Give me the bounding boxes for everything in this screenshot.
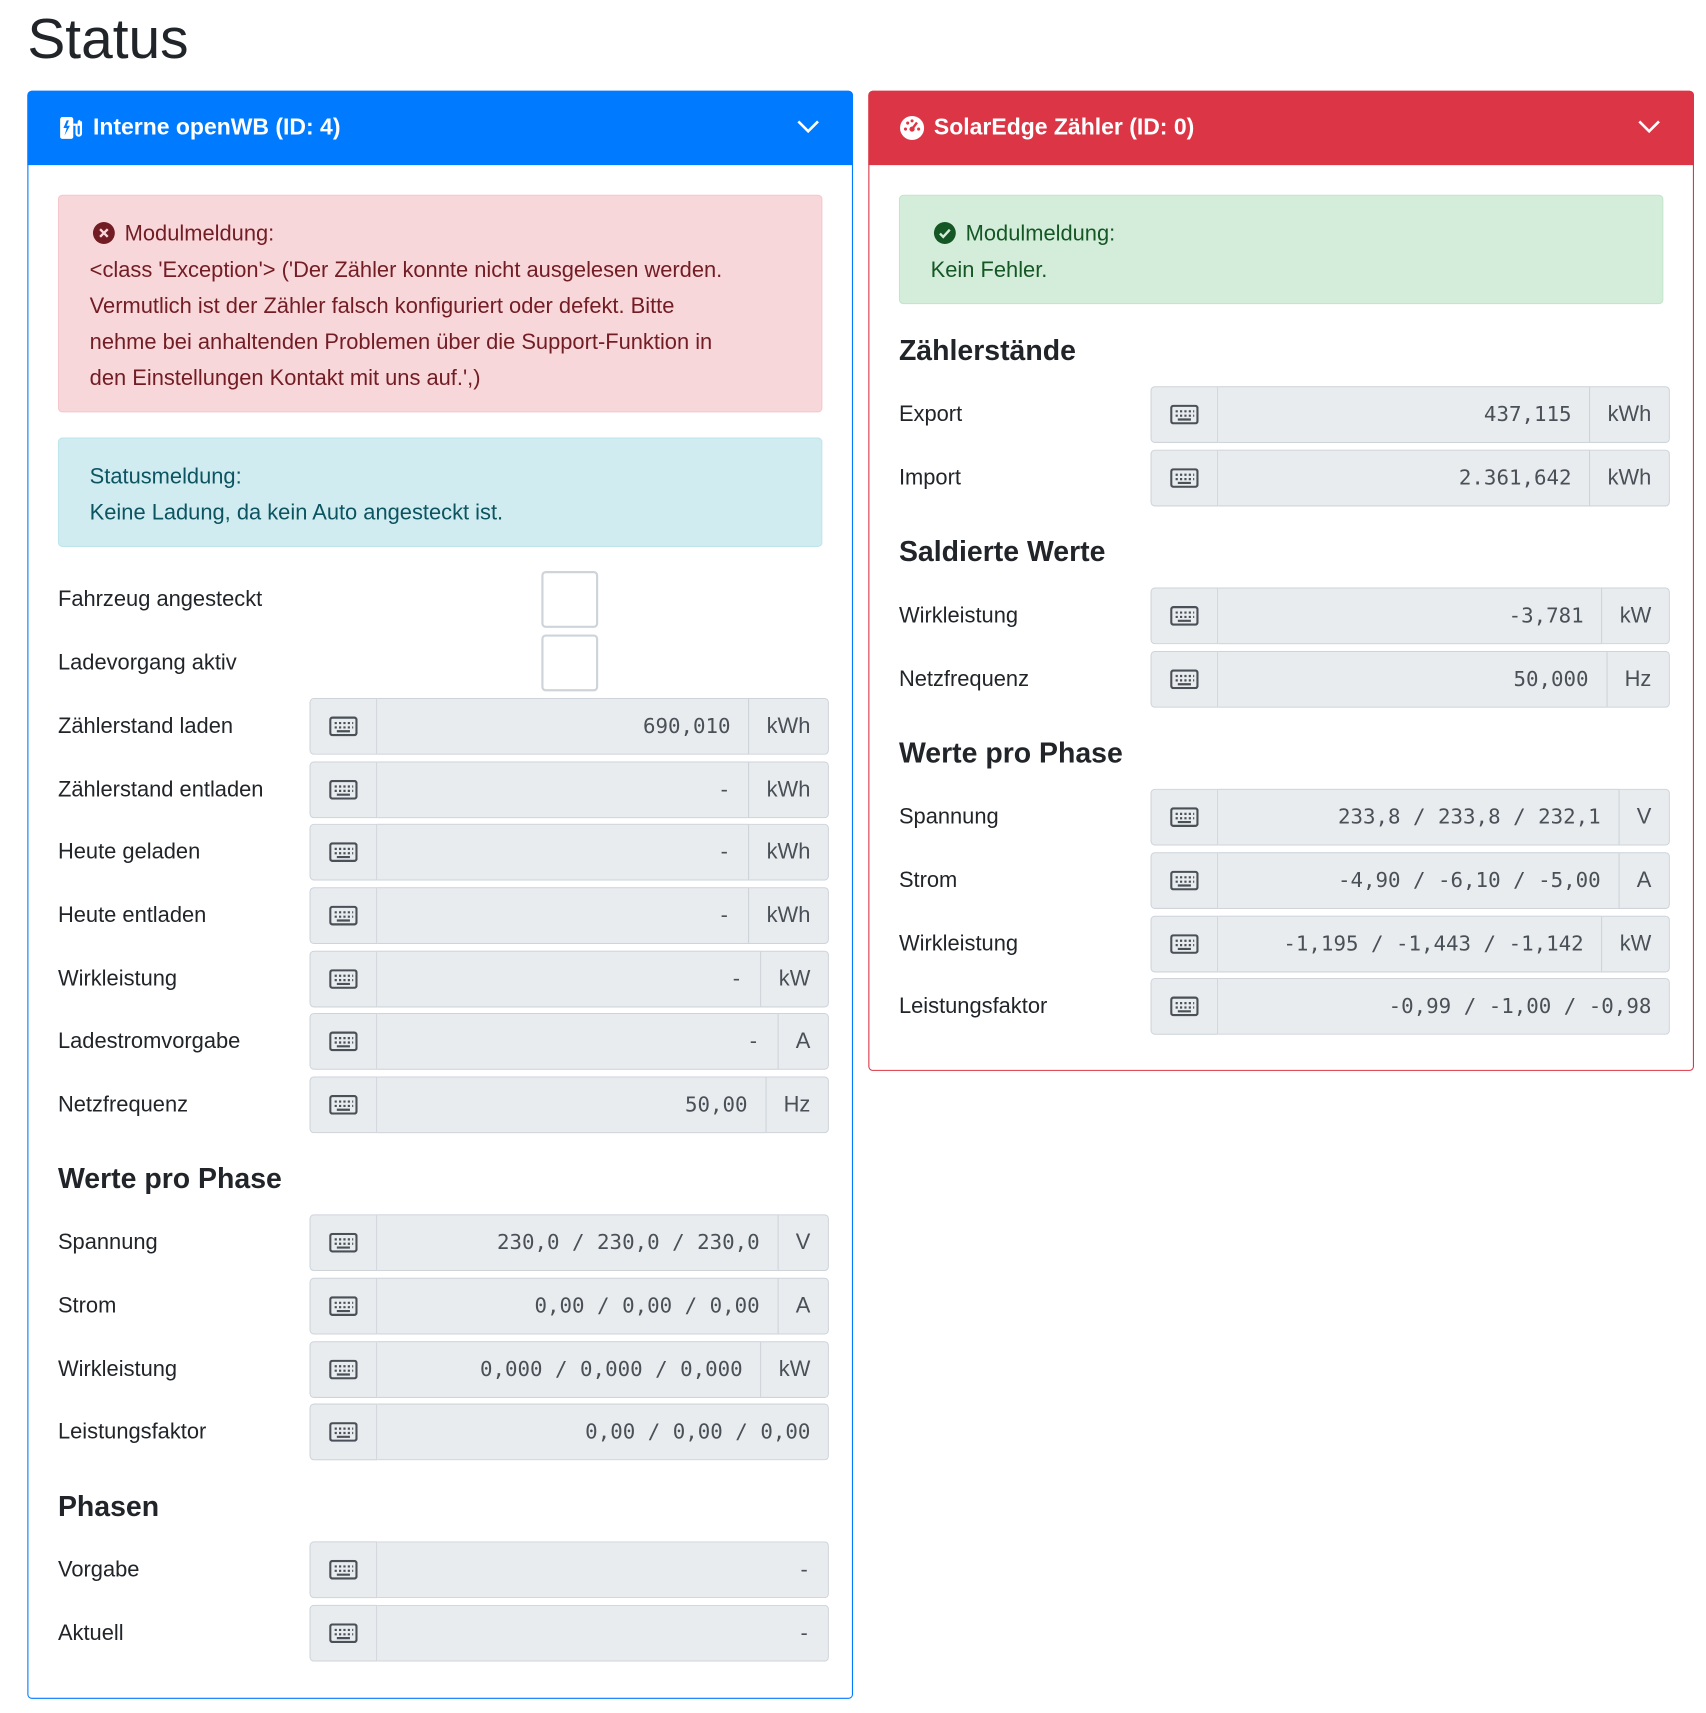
value: 233,8 / 233,8 / 232,1	[1218, 789, 1618, 846]
label-fahrzeug-angesteckt: Fahrzeug angesteckt	[57, 587, 263, 612]
input-vorgabe[interactable]	[309, 1541, 828, 1598]
unit: kWh	[748, 698, 829, 755]
value: 0,00 / 0,00 / 0,00	[377, 1278, 777, 1335]
card-header-internal-openwb[interactable]	[27, 91, 853, 165]
unit: kW	[1601, 916, 1670, 973]
label-import: Import	[898, 466, 961, 491]
input-netzfrequenz-saldiert[interactable]	[1150, 651, 1669, 708]
value: -1,195 / -1,443 / -1,142	[1218, 916, 1601, 973]
keyboard-icon[interactable]	[1150, 916, 1218, 973]
label-ladestromvorgabe: Ladestromvorgabe	[57, 1029, 241, 1054]
input-leistungsfaktor-right[interactable]	[1150, 978, 1669, 1035]
unit: kWh	[748, 824, 829, 881]
status-message	[58, 438, 822, 547]
input-ladestromvorgabe[interactable]	[309, 1013, 828, 1070]
label-spannung-right: Spannung	[898, 805, 999, 830]
keyboard-icon[interactable]	[309, 887, 377, 944]
unit: kWh	[748, 761, 829, 818]
page-title: Status	[27, 7, 189, 72]
module-message-line: den Einstellungen Kontakt mit uns auf.',)	[89, 366, 481, 391]
label-netzfrequenz-saldiert: Netzfrequenz	[898, 667, 1030, 692]
error-circle-icon	[92, 221, 116, 245]
input-spannung-right[interactable]	[1150, 789, 1669, 846]
unit: V	[777, 1214, 829, 1271]
checkbox-fahrzeug-angesteckt[interactable]	[541, 571, 598, 628]
section-heading-werte-pro-phase-right: Werte pro Phase	[898, 736, 1123, 770]
value: -	[377, 1541, 829, 1598]
label-wirkleistung-saldiert: Wirkleistung	[898, 603, 1019, 628]
value: -3,781	[1218, 587, 1601, 644]
value: -	[377, 951, 760, 1008]
input-wirkleistung-saldiert[interactable]	[1150, 587, 1669, 644]
unit: A	[777, 1013, 829, 1070]
input-strom[interactable]	[309, 1278, 828, 1335]
keyboard-icon[interactable]	[309, 1605, 377, 1662]
label-spannung: Spannung	[57, 1230, 158, 1255]
value: -	[377, 761, 748, 818]
keyboard-icon[interactable]	[309, 1541, 377, 1598]
unit: Hz	[765, 1076, 829, 1133]
module-message-line: nehme bei anhaltenden Problemen über die Support-Funktion in	[89, 330, 713, 355]
check-circle-icon	[933, 221, 957, 245]
module-message-text: Kein Fehler.	[930, 258, 1048, 283]
value: -0,99 / -1,00 / -0,98	[1218, 978, 1670, 1035]
input-zaehlerstand-entladen[interactable]	[309, 761, 828, 818]
label-heute-geladen: Heute geladen	[57, 840, 201, 865]
unit: kWh	[1589, 450, 1670, 507]
unit: kWh	[748, 887, 829, 944]
keyboard-icon[interactable]	[1150, 587, 1218, 644]
label-ladevorgang-aktiv: Ladevorgang aktiv	[57, 650, 237, 675]
keyboard-icon[interactable]	[1150, 978, 1218, 1035]
section-heading-werte-pro-phase: Werte pro Phase	[57, 1161, 282, 1195]
label-leistungsfaktor-right: Leistungsfaktor	[898, 994, 1048, 1019]
input-heute-geladen[interactable]	[309, 824, 828, 881]
keyboard-icon[interactable]	[309, 698, 377, 755]
value: 50,000	[1218, 651, 1606, 708]
keyboard-icon[interactable]	[309, 1278, 377, 1335]
value: 2.361,642	[1218, 450, 1589, 507]
label-zaehlerstand-laden: Zählerstand laden	[57, 714, 234, 739]
unit: kW	[1601, 587, 1670, 644]
label-wirkleistung-right: Wirkleistung	[898, 932, 1019, 957]
unit: A	[1618, 852, 1670, 909]
card-title: SolarEdge Zähler (ID: 0)	[933, 114, 1195, 141]
value: 690,010	[377, 698, 748, 755]
keyboard-icon[interactable]	[1150, 789, 1218, 846]
value: -	[377, 824, 748, 881]
input-wirkleistung-phase[interactable]	[309, 1341, 828, 1398]
keyboard-icon[interactable]	[309, 761, 377, 818]
value: -	[377, 1013, 777, 1070]
status-message-label: Statusmeldung:	[89, 464, 242, 489]
keyboard-icon[interactable]	[309, 1214, 377, 1271]
keyboard-icon[interactable]	[309, 951, 377, 1008]
label-vorgabe: Vorgabe	[57, 1557, 140, 1582]
input-aktuell[interactable]	[309, 1605, 828, 1662]
input-wirkleistung[interactable]	[309, 951, 828, 1008]
keyboard-icon[interactable]	[1150, 450, 1218, 507]
chevron-down-icon[interactable]	[1637, 117, 1661, 137]
section-heading-saldierte-werte: Saldierte Werte	[898, 534, 1106, 568]
unit: A	[777, 1278, 829, 1335]
unit: kW	[760, 951, 829, 1008]
keyboard-icon[interactable]	[309, 1076, 377, 1133]
label-aktuell: Aktuell	[57, 1621, 124, 1646]
unit: kW	[760, 1341, 829, 1398]
keyboard-icon[interactable]	[309, 1403, 377, 1460]
module-message-ok	[899, 195, 1663, 304]
value: 0,00 / 0,00 / 0,00	[377, 1403, 829, 1460]
module-message-line: Vermutlich ist der Zähler falsch konfiguriert oder defekt. Bitte	[89, 294, 675, 319]
input-wirkleistung-right[interactable]	[1150, 916, 1669, 973]
keyboard-icon[interactable]	[1150, 386, 1218, 443]
label-export: Export	[898, 402, 963, 427]
input-netzfrequenz[interactable]	[309, 1076, 828, 1133]
section-heading-zaehlerstaende: Zählerstände	[898, 333, 1076, 367]
card-header-solaredge-counter[interactable]	[868, 91, 1694, 165]
value: 50,00	[377, 1076, 765, 1133]
status-message-text: Keine Ladung, da kein Auto angesteckt ist.	[89, 501, 504, 526]
keyboard-icon[interactable]	[309, 824, 377, 881]
input-export[interactable]	[1150, 386, 1669, 443]
module-message-label: Modulmeldung:	[124, 222, 275, 247]
label-strom: Strom	[57, 1294, 117, 1319]
label-wirkleistung: Wirkleistung	[57, 967, 178, 992]
input-leistungsfaktor[interactable]	[309, 1403, 828, 1460]
input-strom-right[interactable]	[1150, 852, 1669, 909]
module-message-line: <class 'Exception'> ('Der Zähler konnte nicht ausgelesen werden.	[89, 258, 723, 283]
card-title: Interne openWB (ID: 4)	[92, 114, 341, 141]
chevron-down-icon[interactable]	[796, 117, 820, 137]
input-import[interactable]	[1150, 450, 1669, 507]
value: 437,115	[1218, 386, 1589, 443]
keyboard-icon[interactable]	[1150, 651, 1218, 708]
keyboard-icon[interactable]	[309, 1341, 377, 1398]
unit: Hz	[1606, 651, 1670, 708]
input-spannung[interactable]	[309, 1214, 828, 1271]
unit: kWh	[1589, 386, 1670, 443]
label-leistungsfaktor: Leistungsfaktor	[57, 1419, 207, 1444]
input-heute-entladen[interactable]	[309, 887, 828, 944]
value: -	[377, 1605, 829, 1662]
input-zaehlerstand-laden[interactable]	[309, 698, 828, 755]
label-netzfrequenz: Netzfrequenz	[57, 1092, 189, 1117]
keyboard-icon[interactable]	[309, 1013, 377, 1070]
label-strom-right: Strom	[898, 868, 958, 893]
value: -4,90 / -6,10 / -5,00	[1218, 852, 1618, 909]
module-message-label: Modulmeldung:	[965, 222, 1116, 247]
label-wirkleistung-phase: Wirkleistung	[57, 1357, 178, 1382]
gauge-icon	[899, 115, 925, 141]
value: 0,000 / 0,000 / 0,000	[377, 1341, 760, 1398]
value: 230,0 / 230,0 / 230,0	[377, 1214, 777, 1271]
section-heading-phasen: Phasen	[57, 1489, 160, 1523]
label-zaehlerstand-entladen: Zählerstand entladen	[57, 777, 264, 802]
keyboard-icon[interactable]	[1150, 852, 1218, 909]
module-message-error	[58, 195, 822, 413]
value: -	[377, 887, 748, 944]
charging-station-icon	[58, 115, 84, 141]
unit: V	[1618, 789, 1670, 846]
label-heute-entladen: Heute entladen	[57, 903, 207, 928]
checkbox-ladevorgang-aktiv[interactable]	[541, 634, 598, 691]
